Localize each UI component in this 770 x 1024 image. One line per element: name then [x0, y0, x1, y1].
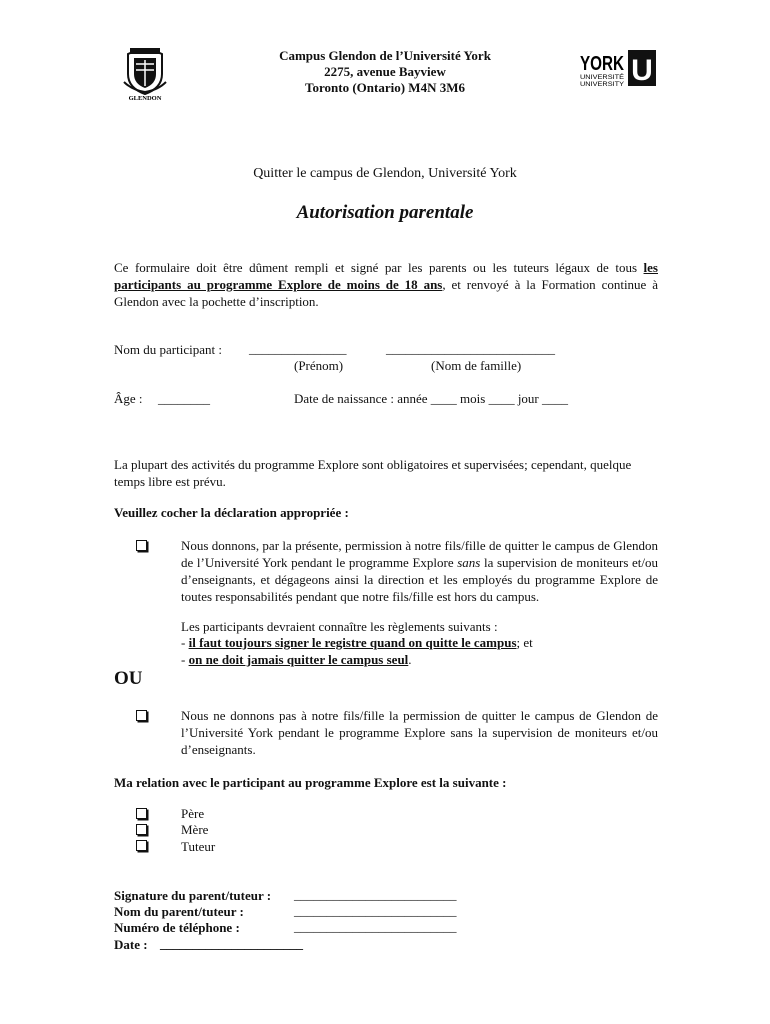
intro-text-3: , et renvoyé à la Formation continue à Glendon avec la pochette d’inscription.	[114, 277, 658, 309]
york-logo-tagline-1: UNIVERSITÉ	[580, 75, 617, 81]
relation-guardian-checkbox[interactable]	[136, 840, 147, 851]
option-no-permission-text: Nous ne donnons pas à notre fils/fille la permission de quitter le campus de Glendon de l’Université York pendant le programme Explore sans la supervision de moniteurs et/ou d’enseignants.	[181, 708, 658, 757]
parent-name-label: Nom du parent/tuteur :	[114, 904, 244, 919]
first-name-field[interactable]: _______________	[249, 341, 347, 356]
date-label: Date :	[114, 937, 148, 952]
rule-2	[181, 651, 412, 668]
york-logo-tagline-2: UNIVERSITY	[580, 82, 624, 88]
york-logo-word: YORK	[580, 53, 625, 75]
option-permission-text-a: Nous donnons, par la présente, permission à notre fils/fille de quitter le campus de Glendon de l’Université York pendant le programme Explore	[181, 538, 658, 570]
option-no-permission-checkbox[interactable]	[136, 710, 147, 721]
participant-name-label: Nom du participant :	[114, 342, 222, 357]
relation-mother-checkbox[interactable]	[136, 824, 147, 835]
address-line-3: Toronto (Ontario) M4N 3M6	[305, 80, 465, 95]
or-label: OU	[114, 668, 143, 689]
address-line-1: Campus Glendon de l’Université York	[279, 48, 491, 63]
rule-2-text: on ne doit jamais quitter le campus seul	[188, 652, 409, 667]
intro-paragraph	[114, 259, 658, 310]
crest-caption: GLENDON	[128, 95, 162, 102]
phone-label: Numéro de téléphone :	[114, 920, 240, 935]
signature-label: Signature du parent/tuteur :	[114, 888, 272, 903]
age-field[interactable]: ________	[158, 391, 210, 406]
first-name-caption: (Prénom)	[294, 358, 344, 373]
last-name-field[interactable]: __________________________	[386, 341, 555, 356]
date-field[interactable]: ______________________	[160, 936, 303, 951]
rule-1-text: il faut toujours signer le registre quand on quitte le campus	[188, 635, 517, 650]
form-title: Autorisation parentale	[296, 202, 474, 223]
option-permission-text-italic: sans	[457, 555, 481, 570]
relation-mother-label: Mère	[181, 822, 209, 837]
activities-paragraph: La plupart des activités du programme Explore sont obligatoires et supervisées; cependant, quelque temps libre est prévu.	[114, 457, 632, 489]
rules-intro: Les participants devraient connaître les règlements suivants :	[181, 619, 498, 634]
rule-1-dash: -	[181, 635, 189, 650]
signature-field[interactable]: _________________________	[294, 887, 457, 902]
last-name-caption: (Nom de famille)	[431, 358, 522, 373]
intro-text-underlined: les participants au programme Explore de moins de 18 ans	[114, 260, 658, 292]
rule-2-dash: -	[181, 652, 189, 667]
york-university-logo	[580, 50, 658, 90]
york-logo-letter: U	[631, 54, 653, 87]
rule-2-end: .	[408, 652, 412, 667]
age-label: Âge :	[114, 391, 143, 406]
birth-date-field[interactable]: Date de naissance : année ____ mois ____ jour ____	[294, 391, 569, 406]
parent-name-field[interactable]: _________________________	[294, 903, 457, 918]
relation-heading: Ma relation avec le participant au programme Explore est la suivante :	[114, 775, 507, 790]
address-line-2: 2275, avenue Bayview	[324, 64, 446, 79]
relation-father-checkbox[interactable]	[136, 808, 147, 819]
form-subtitle: Quitter le campus de Glendon, Université York	[253, 166, 517, 181]
rule-1-end: ; et	[516, 635, 533, 650]
option-permission-checkbox[interactable]	[136, 540, 147, 551]
rule-1	[181, 634, 533, 651]
declaration-heading: Veuillez cocher la déclaration appropriée :	[114, 505, 349, 520]
intro-text-1: Ce formulaire doit être dûment rempli et signé par les parents ou les tuteurs légaux de tous	[114, 260, 644, 275]
relation-guardian-label: Tuteur	[181, 839, 216, 854]
phone-field[interactable]: _________________________	[294, 919, 457, 934]
relation-father-label: Père	[181, 806, 205, 821]
option-permission-text-b: la supervision de moniteurs et/ou d’enseignants, et dégageons ainsi la direction et les employés du programme Explore de toutes responsabilités pendant que notre fils/fille est hors du campus.	[181, 555, 658, 604]
option-permission-text	[181, 537, 658, 605]
